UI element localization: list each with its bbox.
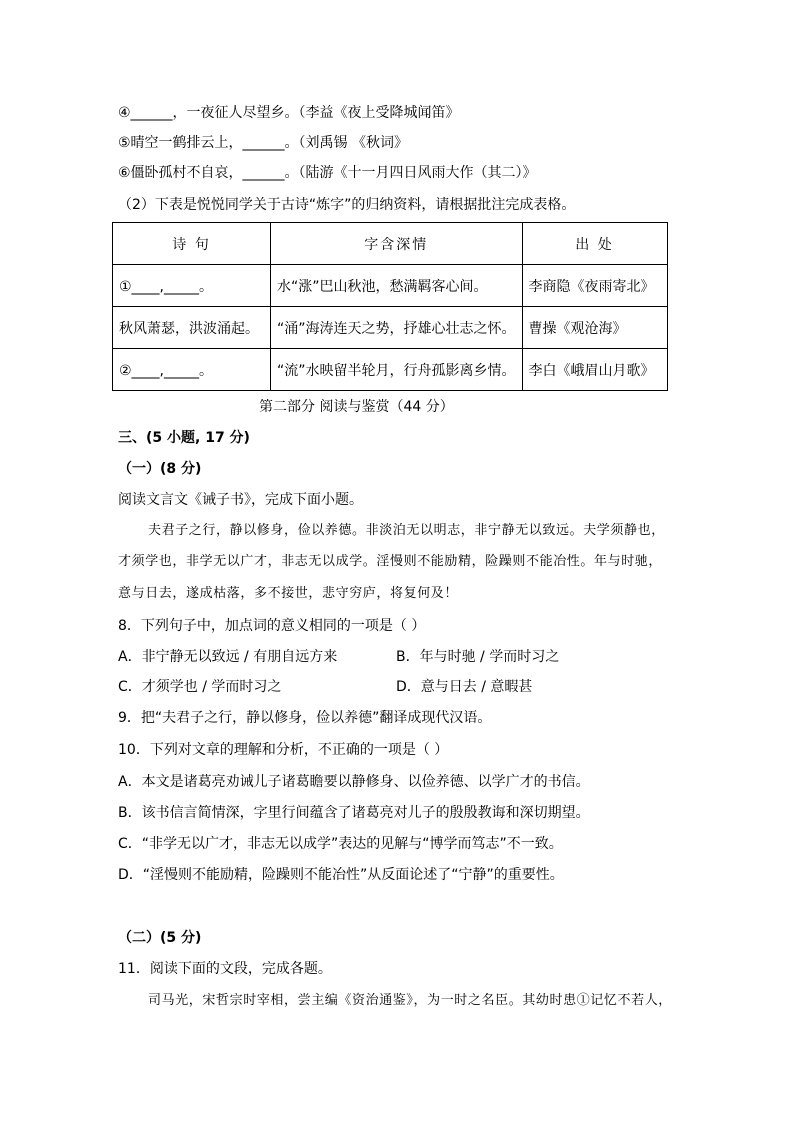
passage-line: 意与日去，遂成枯落，多不接世，悲守穷庐，将复何及！ [118,586,459,601]
passage-2-line: 司马光，宋哲宗时宰相，尝主编《资治通鉴》，为一时之名臣。其幼时患①记忆不若人， [148,993,672,1008]
q10-option-a: A．本文是诸葛亮劝诫儿子诸葛瞻要以静修身、以俭养德、以学广才的书信。 [118,774,590,790]
q10-option-c: C．“非学无以广才，非志无以成学”表达的见解与“博学而笃志”不一致。 [118,836,563,852]
poem-table [112,222,668,391]
table-header-row [113,223,668,265]
q8-option-a: A．非宁静无以致远 / 有朋自远方来 [118,649,338,665]
table-row [113,349,668,391]
part-heading: 第二部分 阅读与鉴赏（44 分） [259,399,454,415]
table-row [113,307,668,349]
q10-option-b: B．该书信言简情深，字里行间蕴含了诸葛亮对儿子的殷殷教诲和深切期望。 [118,805,590,821]
table-header-cell: 出 处 [522,223,667,265]
question-2-instruction: （2）下表是悦悦同学关于古诗“炼字”的归纳资料，请根据批注完成表格。 [118,197,576,213]
q8-option-c: C．才须学也 / 学而时习之 [118,679,282,695]
table-cell: ②____,_____。 [113,349,271,391]
question-10: 10．下列对文章的理解和分析，不正确的一项是（ ） [118,742,449,758]
poem-fill-line-4: ④______，一夜征人尽望乡。（李益《夜上受降城闻笛》 [118,105,460,121]
question-9: 9．把“夫君子之行，静以修身，俭以养德”翻译成现代汉语。 [118,710,492,726]
passage-line: 才须学也，非学无以广才，非志无以成学。淫慢则不能励精，险躁则不能冶性。年与时驰， [118,554,663,569]
question-11: 11．阅读下面的文段，完成各题。 [118,961,332,977]
table-header-cell: 诗 句 [113,223,271,265]
table-cell: 李白《峨眉山月歌》 [522,349,667,391]
poem-fill-line-5: ⑤晴空一鹤排云上，______。（刘禹锡 《秋词》 [118,135,408,151]
q8-option-b: B．年与时驰 / 学而时习之 [396,649,560,665]
table-cell: 秋风萧瑟，洪波涌起。 [113,307,271,349]
table-cell: 曹操《观沧海》 [522,307,667,349]
table-header-cell: 字含深情 [271,223,523,265]
passage-line: 夫君子之行，静以修身，俭以养德。非淡泊无以明志，非宁静无以致远。夫学须静也， [148,523,665,538]
subsection-heading-2: （二）(5 分) [118,930,202,946]
table-row [113,265,668,307]
q10-option-d: D．“淫慢则不能励精，险躁则不能冶性”从反面论述了“宁静”的重要性。 [118,867,564,883]
table-cell: “涌”海涛连天之势，抒雄心壮志之怀。 [271,307,523,349]
table-cell: “流”水映留半轮月，行舟孤影离乡情。 [271,349,523,391]
table-cell: 水“涨”巴山秋池，愁满羁客心间。 [271,265,523,307]
table-cell: ①____,_____。 [113,265,271,307]
reading-intro-1: 阅读文言文《诫子书》，完成下面小题。 [118,492,363,508]
poem-fill-line-6: ⑥僵卧孤村不自哀，______。（陆游《十一月四日风雨大作（其二）》 [118,165,537,181]
table-cell: 李商隐《夜雨寄北》 [522,265,667,307]
subsection-heading-1: （一）(8 分) [118,461,202,477]
q8-option-d: D．意与日去 / 意暇甚 [396,679,533,695]
section-heading: 三、(5 小题, 17 分) [118,430,250,446]
question-8: 8．下列句子中，加点词的意义相同的一项是（ ） [118,618,426,634]
